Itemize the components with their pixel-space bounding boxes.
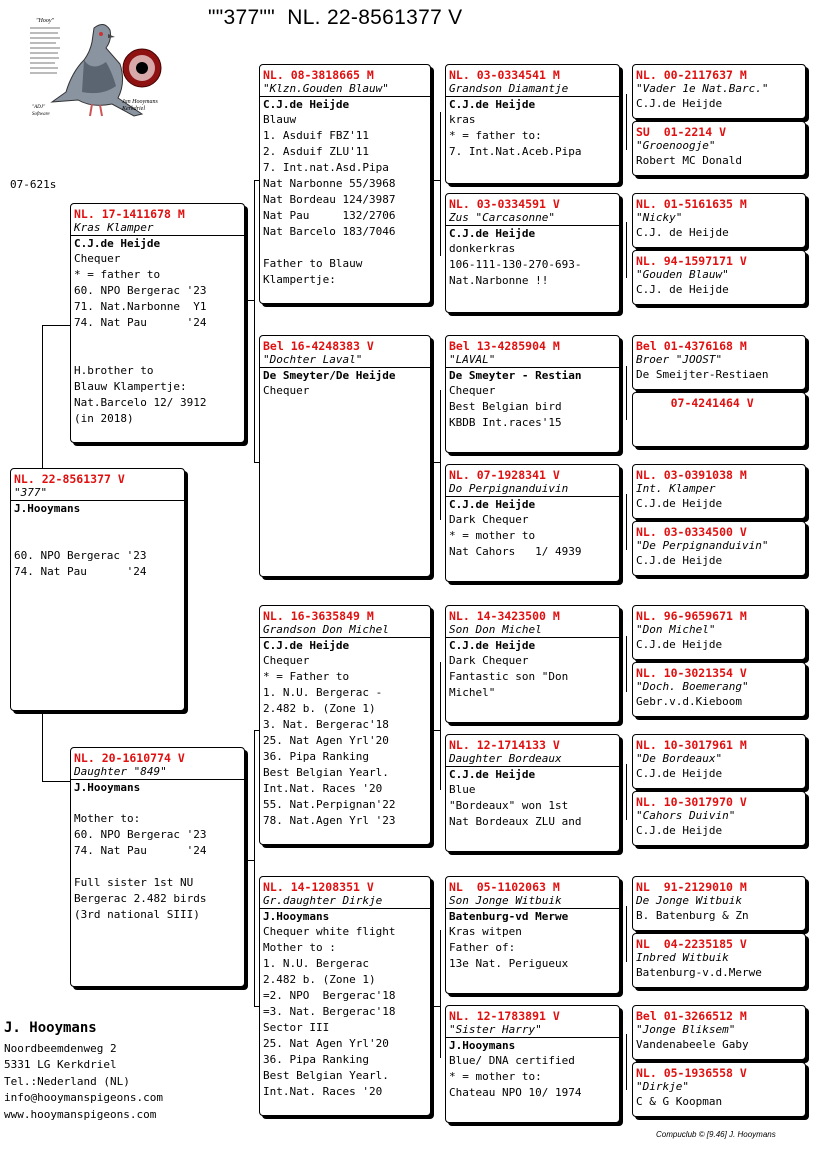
pigeon-owner: J.Hooymans [449, 1039, 516, 1052]
pigeon-detail-line: 55. Nat.Perpignan'22 [263, 798, 396, 811]
ancestor-card [632, 250, 806, 305]
pigeon-detail-line: KBDB Int.races'15 [449, 416, 562, 429]
pigeon-detail-line: Bergerac 2.482 birds [74, 892, 207, 905]
pigeon-detail-line: Nat.Narbonne !! [449, 274, 549, 287]
breeder-city: 5331 LG Kerkdriel [4, 1058, 117, 1071]
pigeon-detail-line: C.J.de Heijde [636, 824, 723, 837]
ancestor-card [259, 335, 431, 577]
pigeon-detail-line: Michel" [449, 686, 496, 699]
pigeon-detail-line: * = mother to: [449, 1070, 542, 1083]
ancestor-card [632, 662, 806, 717]
pigeon-detail-line: Fantastic son "Don [449, 670, 569, 683]
pigeon-detail-line: (3rd national SIII) [74, 908, 200, 921]
pigeon-detail-line: 1. N.U. Bergerac - [263, 686, 383, 699]
ring-number: NL. 01-5161635 M [636, 197, 747, 211]
pigeon-name: Daughter Bordeaux [446, 752, 619, 767]
pigeon-detail-line: Vandenabeele Gaby [636, 1038, 749, 1051]
pigeon-detail-line: Robert MC Donald [636, 154, 742, 167]
pigeon-detail-line: donkerkras [449, 242, 516, 255]
pigeon-owner: C.J.de Heijde [449, 227, 536, 240]
pigeon-detail-line: 1. N.U. Bergerac [263, 957, 369, 970]
pigeon-name: "Dochter Laval" [260, 353, 430, 368]
ancestor-card [445, 464, 620, 582]
pigeon-detail-line: 7. Int.Nat.Aceb.Pipa [449, 145, 582, 158]
pigeon-owner: C.J.de Heijde [449, 498, 536, 511]
pigeon-detail-line: Mother to : [263, 941, 336, 954]
pigeon-detail-line: 60. NPO Bergerac '23 [74, 284, 207, 297]
pigeon-detail-line: C.J.de Heijde [636, 554, 723, 567]
pigeon-detail-line: 2.482 b. (Zone 1) [263, 973, 376, 986]
ring-number: NL 04-2235185 V [636, 937, 747, 951]
pigeon-name: De Jonge Witbuik [636, 894, 742, 907]
ancestor-card [632, 1005, 806, 1060]
pigeon-name: Int. Klamper [636, 482, 716, 495]
pigeon-detail-line: 78. Nat.Agen Yrl '23 [263, 814, 396, 827]
ring-number: NL. 22-8561377 V [14, 472, 125, 486]
ancestor-card [445, 64, 620, 184]
ring-number: NL. 03-0334500 V [636, 525, 747, 539]
ring-number: NL. 08-3818665 M [263, 68, 374, 82]
pigeon-owner: J.Hooymans [14, 502, 81, 515]
pigeon-detail-line: Dark Chequer [449, 513, 529, 526]
pigeon-detail-line: Best Belgian Yearl. [263, 1069, 389, 1082]
pigeon-detail-line: (in 2018) [74, 412, 134, 425]
ring-number: NL. 07-1928341 V [449, 468, 560, 482]
pigeon-detail-line: Sector III [263, 1021, 330, 1034]
ring-number: NL. 12-1783891 V [449, 1009, 560, 1023]
pigeon-detail-line: Nat Bordeau 124/3987 [263, 193, 396, 206]
ring-number: NL. 94-1597171 V [636, 254, 747, 268]
pedigree-code: 07-621s [10, 178, 57, 191]
ancestor-card [445, 193, 620, 313]
ring-number: NL. 17-1411678 M [74, 207, 185, 221]
pigeon-detail-line: C.J.de Heijde [636, 638, 723, 651]
pigeon-detail-line: Nat Barcelo 183/7046 [263, 225, 396, 238]
pigeon-detail-line: Nat Narbonne 55/3968 [263, 177, 396, 190]
ancestor-card [632, 734, 806, 789]
ancestor-card [632, 392, 806, 447]
pigeon-detail-line: Chequer [263, 384, 310, 397]
ring-number: Bel 01-4376168 M [636, 339, 747, 353]
ancestor-card [632, 335, 806, 390]
pigeon-detail-line: Dark Chequer [449, 654, 529, 667]
pigeon-detail-line: 60. NPO Bergerac '23 [74, 828, 207, 841]
logo-caption-right: Jan Hooymans Kerkdriel [122, 99, 158, 112]
footer-credit: Compuclub © [9.46] J. Hooymans [656, 1130, 776, 1139]
pigeon-owner: C.J.de Heijde [263, 98, 350, 111]
pigeon-detail-line: Chequer white flight [263, 925, 396, 938]
pigeon-name: "Gouden Blauw" [636, 268, 729, 281]
pigeon-name: "Vader 1e Nat.Barc." [636, 82, 769, 95]
pigeon-detail-line: =3. Nat. Bergerac'18 [263, 1005, 396, 1018]
pigeon-detail-line [11, 532, 184, 548]
ring-number: NL. 10-3017961 M [636, 738, 747, 752]
pigeon-detail-line: C.J.de Heijde [636, 497, 723, 510]
pigeon-detail-line: 25. Nat Agen Yrl'20 [263, 1037, 389, 1050]
ancestor-card [632, 521, 806, 576]
pigeon-detail-line: Mother to: [74, 812, 141, 825]
ring-number: NL. 03-0334591 V [449, 197, 560, 211]
pigeon-name: Kras Klamper [71, 221, 244, 236]
pigeon-detail-line: 71. Nat.Narbonne Y1 [74, 300, 207, 313]
ring-number: NL. 96-9659671 M [636, 609, 747, 623]
pigeon-name: "Groenoogje" [636, 139, 716, 152]
pigeon-name: "Nicky" [636, 211, 683, 224]
pigeon-detail-line: 106-111-130-270-693- [449, 258, 582, 271]
ancestor-card [632, 464, 806, 519]
pigeon-detail-line: Nat.Barcelo 12/ 3912 [74, 396, 207, 409]
pigeon-detail-line: Blauw Klampertje: [74, 380, 187, 393]
pigeon-detail-line: 7. Int.nat.Asd.Pipa [263, 161, 389, 174]
pigeon-owner: De Smeyter - Restian [449, 369, 582, 382]
ring-number: NL 91-2129010 M [636, 880, 747, 894]
pigeon-detail-line: Int.Nat. Races '20 [263, 782, 383, 795]
pigeon-detail-line: De Smeijter-Restiaen [636, 368, 769, 381]
pigeon-owner: C.J.de Heijde [449, 768, 536, 781]
ring-number: NL. 03-0334541 M [449, 68, 560, 82]
pigeon-detail-line: * = father to [74, 268, 161, 281]
ring-number: Bel 01-3266512 M [636, 1009, 747, 1023]
pigeon-detail-line: Best Belgian Yearl. [263, 766, 389, 779]
ancestor-card [70, 203, 245, 443]
pigeon-detail-line: 74. Nat Pau '24 [14, 565, 147, 578]
pigeon-name: Son Don Michel [446, 623, 619, 638]
pigeon-detail-line: * = Father to [263, 670, 350, 683]
ancestor-card [632, 1062, 806, 1117]
pigeon-detail-line: Chequer [449, 384, 496, 397]
pigeon-detail-line [71, 859, 244, 875]
pigeon-name: Gr.daughter Dirkje [260, 894, 430, 909]
ring-number: NL. 10-3021354 V [636, 666, 747, 680]
pigeon-detail-line: * = mother to [449, 529, 536, 542]
ring-number: NL. 00-2117637 M [636, 68, 747, 82]
pigeon-detail-line: 1. Asduif FBZ'11 [263, 129, 369, 142]
pigeon-detail-line: B. Batenburg & Zn [636, 909, 749, 922]
pigeon-detail-line: Blue [449, 783, 476, 796]
pigeon-detail-line: H.brother to [74, 364, 154, 377]
pigeon-detail-line: Best Belgian bird [449, 400, 562, 413]
pigeon-name: Daughter "849" [71, 765, 244, 780]
pigeon-detail-line: Int.Nat. Races '20 [263, 1085, 383, 1098]
logo-caption-left: "ADJ" Software [32, 105, 50, 117]
pigeon-name: "Cahors Duivin" [636, 809, 736, 822]
pigeon-detail-line: Full sister 1st NU [74, 876, 194, 889]
breeder-email[interactable]: info@hooymanspigeons.com [4, 1091, 163, 1104]
pigeon-name: "De Perpignanduivin" [636, 539, 769, 552]
pigeon-name: Broer "JOOST" [636, 353, 723, 366]
ancestor-card [445, 876, 620, 994]
pigeon-detail-line: Kras witpen [449, 925, 522, 938]
ring-number: NL. 14-1208351 V [263, 880, 374, 894]
pigeon-detail-line: Father of: [449, 941, 516, 954]
pigeon-name: "Klzn.Gouden Blauw" [260, 82, 430, 97]
pigeon-name: "Doch. Boemerang" [636, 680, 749, 693]
pigeon-detail-line: 2.482 b. (Zone 1) [263, 702, 376, 715]
pigeon-name: "LAVAL" [446, 353, 619, 368]
pigeon-detail-line: C & G Koopman [636, 1095, 723, 1108]
ancestor-card [632, 791, 806, 846]
pigeon-detail-line: Nat Bordeaux ZLU and [449, 815, 582, 828]
pigeon-owner: C.J.de Heijde [449, 98, 536, 111]
breeder-name: J. Hooymans [4, 1020, 97, 1036]
ancestor-card [70, 747, 245, 987]
breeder-info [4, 1020, 163, 1123]
pigeon-detail-line: 36. Pipa Ranking [263, 1053, 369, 1066]
breeder-address: Noordbeemdenweg 2 [4, 1041, 117, 1055]
pigeon-detail-line: Blauw [263, 113, 297, 126]
pigeon-detail-line: C.J.de Heijde [636, 767, 723, 780]
page-title: ""377"" NL. 22-8561377 V [208, 6, 463, 29]
pigeon-detail-line: 60. NPO Bergerac '23 [14, 549, 147, 562]
pigeon-name: Grandson Diamantje [446, 82, 619, 97]
pigeon-detail-line: 2. Asduif ZLU'11 [263, 145, 369, 158]
logo-text-lines [30, 28, 60, 73]
ring-number: NL. 10-3017970 V [636, 795, 747, 809]
pigeon-detail-line: kras [449, 113, 476, 126]
subject-pigeon-card [10, 468, 185, 711]
pigeon-detail-line [71, 331, 244, 347]
pigeon-detail-line: Gebr.v.d.Kieboom [636, 695, 742, 708]
pigeon-detail-line: Blue/ DNA certified [449, 1054, 575, 1067]
ring-number: NL. 12-1714133 V [449, 738, 560, 752]
pigeon-detail-line: Nat Cahors 1/ 4939 [449, 545, 582, 558]
breeder-website[interactable]: www.hooymanspigeons.com [4, 1107, 157, 1121]
pigeon-name: Inbred Witbuik [636, 951, 729, 964]
ancestor-card [259, 64, 431, 304]
ancestor-card [632, 933, 806, 988]
pigeon-detail-line: Nat Pau 132/2706 [263, 209, 396, 222]
pigeon-owner: C.J.de Heijde [449, 639, 536, 652]
pigeon-detail-line: * = father to: [449, 129, 542, 142]
pigeon-detail-line: C.J. de Heijde [636, 283, 729, 296]
pigeon-name: "Jonge Bliksem" [636, 1023, 736, 1036]
pigeon-detail-line: =2. NPO Bergerac'18 [263, 989, 396, 1002]
ring-number: Bel 16-4248383 V [263, 339, 374, 353]
ancestor-card [259, 605, 431, 845]
pigeon-detail-line: Father to Blauw [263, 257, 363, 270]
pigeon-detail-line [71, 795, 244, 811]
pigeon-name: "Sister Harry" [446, 1023, 619, 1038]
ring-number: NL. 14-3423500 M [449, 609, 560, 623]
ring-number: NL 05-1102063 M [449, 880, 560, 894]
ancestor-card [632, 193, 806, 248]
ring-number: SU 01-2214 V [636, 125, 727, 139]
pigeon-detail-line: C.J. de Heijde [636, 226, 729, 239]
ring-number: NL. 16-3635849 M [263, 609, 374, 623]
pigeon-detail-line: 74. Nat Pau '24 [74, 316, 207, 329]
ancestor-card [632, 605, 806, 660]
ancestor-card [445, 335, 620, 453]
pigeon-detail-line [260, 240, 430, 256]
ancestor-card [445, 605, 620, 723]
pigeon-name: "De Bordeaux" [636, 752, 723, 765]
pigeon-owner: J.Hooymans [74, 781, 141, 794]
pigeon-logo [22, 12, 172, 124]
pigeon-detail-line: 36. Pipa Ranking [263, 750, 369, 763]
pigeon-detail-line: 3. Nat. Bergerac'18 [263, 718, 389, 731]
pigeon-name: Zus "Carcasonne" [446, 211, 619, 226]
ancestor-card [632, 121, 806, 176]
pigeon-name: "Dirkje" [636, 1080, 689, 1093]
pigeon-detail-line [71, 347, 244, 363]
pigeon-detail-line: 13e Nat. Perigueux [449, 957, 569, 970]
pigeon-owner: C.J.de Heijde [74, 237, 161, 250]
pigeon-name: Son Jonge Witbuik [446, 894, 619, 909]
pigeon-name: Grandson Don Michel [260, 623, 430, 638]
breeder-phone: Tel.:Nederland (NL) [4, 1074, 130, 1088]
ring-number: NL. 03-0391038 M [636, 468, 747, 482]
ancestor-card [445, 734, 620, 852]
pigeon-detail-line: Chateau NPO 10/ 1974 [449, 1086, 582, 1099]
ancestor-card [259, 876, 431, 1116]
ancestor-card [632, 876, 806, 931]
pigeon-detail-line: 74. Nat Pau '24 [74, 844, 207, 857]
pigeon-detail-line: Chequer [263, 654, 310, 667]
pigeon-detail-line [11, 516, 184, 532]
pigeon-detail-line: "Bordeaux" won 1st [449, 799, 569, 812]
ring-number: NL. 05-1936558 V [636, 1066, 747, 1080]
ring-number: NL. 20-1610774 V [74, 751, 185, 765]
pigeon-detail-line: C.J.de Heijde [636, 97, 723, 110]
pigeon-name: "377" [11, 486, 184, 501]
ring-number: 07-4241464 V [636, 396, 754, 410]
ring-number: Bel 13-4285904 M [449, 339, 560, 353]
pigeon-name: Do Perpignanduivin [446, 482, 619, 497]
ancestor-card [445, 1005, 620, 1123]
pigeon-detail-line: 25. Nat Agen Yrl'20 [263, 734, 389, 747]
ancestor-card [632, 64, 806, 119]
pigeon-name: "Don Michel" [636, 623, 716, 636]
pigeon-owner: Batenburg-vd Merwe [449, 910, 569, 923]
pigeon-detail-line: Chequer [74, 252, 121, 265]
pigeon-owner: J.Hooymans [263, 910, 330, 923]
pigeon-owner: De Smeyter/De Heijde [263, 369, 396, 382]
logo-caption-top: "Hooy" [36, 18, 55, 24]
pigeon-detail-line: Klampertje: [263, 273, 336, 286]
pigeon-detail-line: Batenburg-v.d.Merwe [636, 966, 762, 979]
pigeon-owner: C.J.de Heijde [263, 639, 350, 652]
